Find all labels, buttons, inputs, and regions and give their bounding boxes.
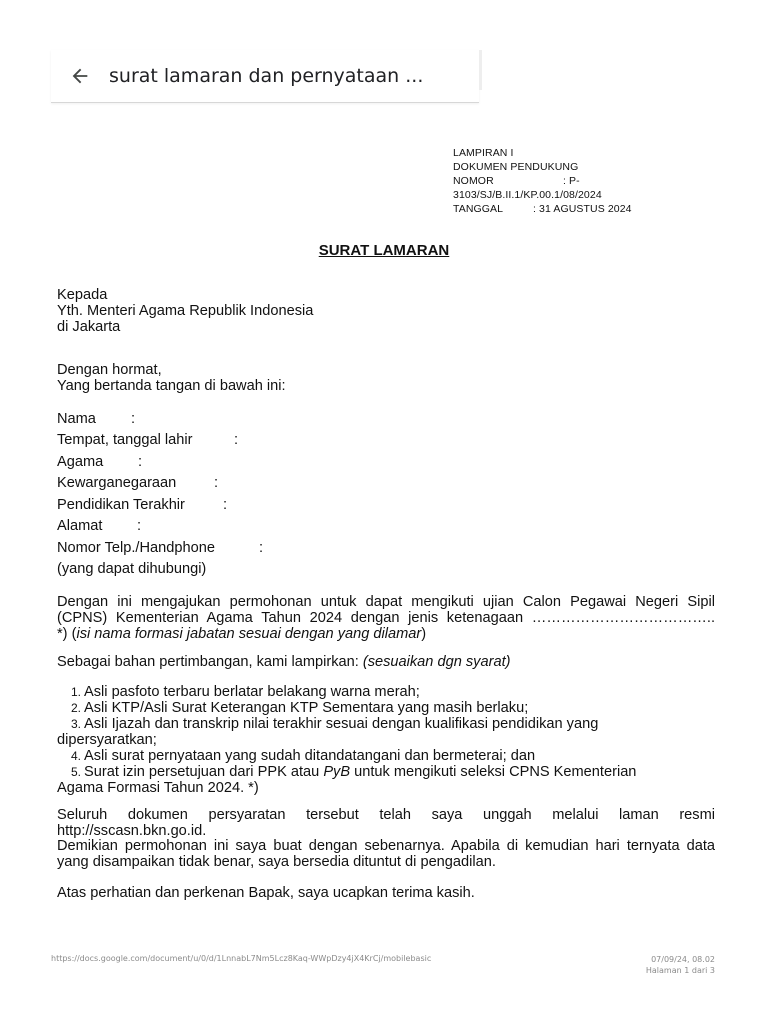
list-number: 1. [70, 685, 81, 699]
list-text: Asli pasfoto terbaru berlatar belakang warna merah; [84, 684, 420, 700]
lampiran-nomor [453, 174, 653, 188]
field-alamat [57, 518, 142, 534]
list-item [57, 748, 717, 764]
document-title: surat lamaran dan pernyataan ... [109, 65, 424, 87]
list-text: Asli KTP/Asli Surat Keterangan KTP Sementara yang masih berlaku; [84, 700, 529, 716]
closing-paragraph-upload [57, 807, 715, 839]
list-text: untuk mengikuti seleksi CPNS Kementerian [350, 764, 637, 780]
app-bar [51, 50, 479, 103]
field-colon: : [259, 540, 264, 556]
list-item [57, 700, 717, 716]
list-item [57, 716, 717, 748]
list-number: 2. [70, 701, 81, 715]
field-label: Agama [57, 454, 104, 470]
attachment-intro-text: Sebagai bahan pertimbangan, kami lampirkan: [57, 654, 363, 670]
closing-paragraph-statement [57, 838, 715, 870]
closing-line: Demikian permohonan ini saya buat dengan sebenarnya. Apabila di kemudian hari ternyata data [57, 838, 715, 854]
list-text: Asli Ijazah dan transkrip nilai terakhir sesuai dengan kualifikasi pendidikan yang [84, 716, 599, 732]
request-line: Dengan ini mengajukan permohonan untuk dapat mengikuti ujian Calon Pegawai Negeri Sipil [57, 594, 715, 610]
lampiran-subtitle: DOKUMEN PENDUKUNG [453, 161, 579, 173]
field-label: Kewarganegaraan [57, 475, 177, 491]
list-number: 4. [70, 749, 81, 763]
field-kewarganegaraan [57, 475, 219, 491]
greeting-block [57, 362, 286, 394]
addressee-block [57, 287, 313, 335]
addressee-line: Kepada [57, 287, 108, 303]
list-text-continuation: dipersyaratkan; [57, 732, 157, 748]
tanggal-label: TANGGAL [453, 203, 504, 215]
note-italic: isi nama formasi jabatan sesuai dengan yang dilamar [76, 626, 422, 642]
list-text-italic: PyB [323, 764, 351, 780]
list-item [57, 764, 717, 796]
field-label: Pendidikan Terakhir [57, 497, 185, 513]
thanks-line: Atas perhatian dan perkenan Bapak, saya ucapkan terima kasih. [57, 885, 475, 901]
attachment-intro [57, 654, 510, 670]
note-prefix: *) ( [57, 626, 77, 642]
footer-page-number: Halaman 1 dari 3 [645, 966, 715, 975]
app-bar-edge [479, 50, 482, 90]
lampiran-tanggal [453, 202, 653, 216]
field-label: Nomor Telp./Handphone [57, 540, 215, 556]
field-note: (yang dapat dihubungi) [57, 561, 207, 577]
addressee-line: Yth. Menteri Agama Republik Indonesia [57, 303, 314, 319]
letter-heading: SURAT LAMARAN [318, 242, 450, 259]
field-nama [57, 411, 136, 427]
footer-meta [560, 954, 715, 976]
field-nomor-telp [57, 540, 264, 556]
field-pendidikan-terakhir [57, 497, 228, 513]
closing-link: http://sscasn.bkn.go.id. [57, 823, 207, 839]
field-colon: : [223, 497, 228, 513]
field-agama [57, 454, 143, 470]
greeting-line: Yang bertanda tangan di bawah ini: [57, 378, 286, 394]
nomor-value: : P- [563, 175, 580, 187]
request-line: (CPNS) Kementerian Agama Tahun 2024 dengan jenis ketenagaan ……………………………….. [57, 610, 715, 626]
greeting-line: Dengan hormat, [57, 362, 162, 378]
request-line [57, 626, 715, 642]
list-text: Asli surat pernyataan yang sudah ditandatangani dan bermeterai; dan [84, 748, 536, 764]
back-button[interactable] [51, 50, 109, 102]
list-text-continuation: Agama Formasi Tahun 2024. *) [57, 780, 259, 796]
lampiran-block [453, 146, 653, 216]
field-label: Tempat, tanggal lahir [57, 432, 193, 448]
footer-datetime: 07/09/24, 08.02 [651, 955, 715, 964]
request-paragraph [57, 594, 715, 642]
addressee-line: di Jakarta [57, 319, 121, 335]
tanggal-value: : 31 AGUSTUS 2024 [533, 203, 632, 215]
footer-url: https://docs.google.com/document/u/0/d/1LnnabL7Nm5Lcz8Kaq-WWpDzy4jX4KrCj/mobilebasic [51, 954, 432, 963]
nomor-continuation: 3103/SJ/B.II.1/KP.00.1/08/2024 [453, 189, 602, 201]
attachment-intro-italic: (sesuaikan dgn syarat) [362, 654, 511, 670]
field-colon: : [137, 518, 142, 534]
closing-line: yang disampaikan tidak benar, saya bersedia dituntut di pengadilan. [57, 854, 496, 870]
field-colon: : [131, 411, 136, 427]
field-colon: : [234, 432, 239, 448]
field-label: Nama [57, 411, 96, 427]
note-suffix: ) [421, 626, 427, 642]
list-number: 3. [70, 717, 81, 731]
field-colon: : [214, 475, 219, 491]
arrow-left-icon [69, 65, 91, 87]
closing-line: Seluruh dokumen persyaratan tersebut telah saya unggah melalui laman resmi [57, 807, 715, 823]
list-number: 5. [70, 765, 81, 779]
field-tempat-tanggal-lahir [57, 432, 239, 448]
field-colon: : [138, 454, 143, 470]
requirements-list [57, 684, 717, 796]
lampiran-title: LAMPIRAN I [453, 147, 514, 159]
list-text: Surat izin persetujuan dari PPK atau [84, 764, 324, 780]
nomor-label: NOMOR [453, 175, 494, 187]
list-item [57, 684, 717, 700]
field-label: Alamat [57, 518, 103, 534]
